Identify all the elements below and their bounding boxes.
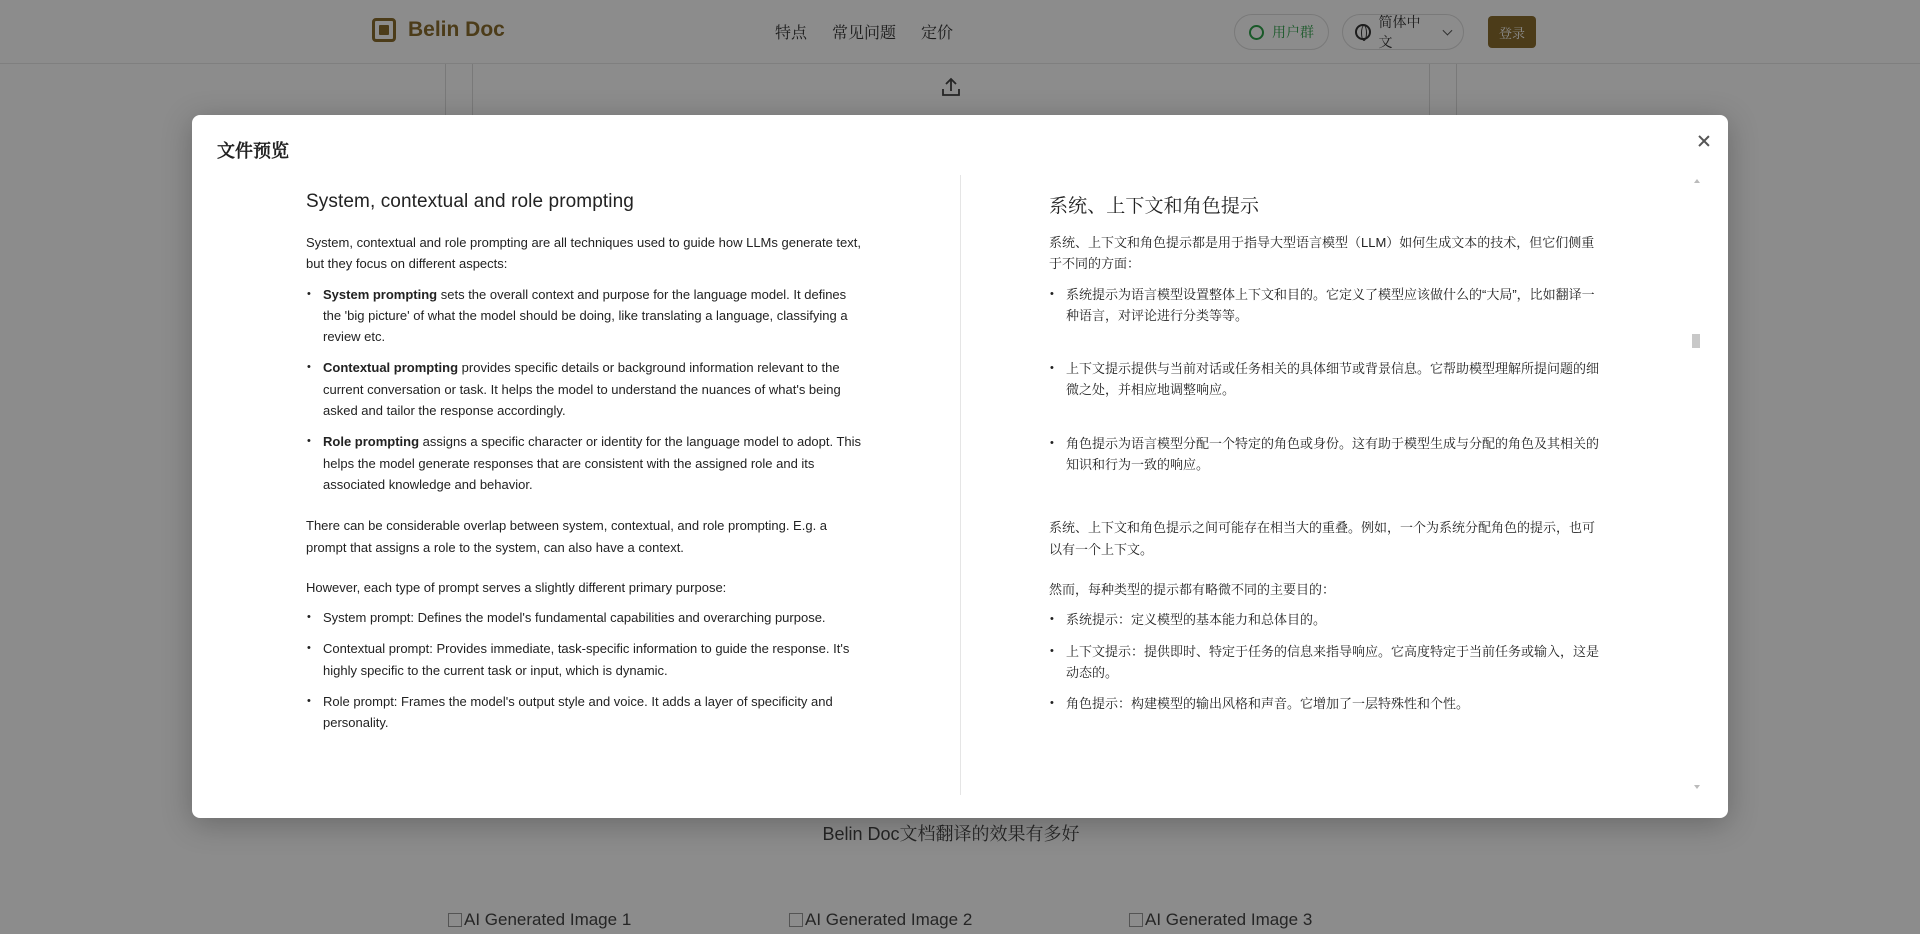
bullet-text: sets the overall context and purpose for the language model. It defines the 'big picture' of what the model should be doing, like translating a language, classifying a review etc. bbox=[323, 286, 848, 345]
list-item bbox=[306, 357, 866, 421]
list-item bbox=[306, 284, 866, 348]
image-alt-text: AI Generated Image 2 bbox=[805, 910, 973, 929]
original-document-pane bbox=[306, 191, 866, 744]
bullet-term: Contextual prompting bbox=[323, 360, 459, 376]
pane-divider bbox=[960, 175, 961, 795]
bullet-text: provides specific details or background information relevant to the current conversation or task. It helps the model to understand the nuances of what's being asked and tailor the response accordingly. bbox=[323, 360, 841, 419]
list-item: • Role prompt: Frames the model's output style and voice. It adds a layer of specificity and personality. bbox=[306, 691, 866, 734]
original-heading: System, contextual and role prompting bbox=[306, 191, 634, 212]
modal-title: 文件预览 bbox=[217, 141, 289, 161]
translated-purpose-list bbox=[1049, 609, 1599, 714]
bullet-text: assigns a specific character or identity for the language model to adopt. This helps the model generate responses that are consistent with the assigned role and its associated knowledge and behavior. bbox=[323, 434, 862, 492]
list-item: • 角色提示为语言模型分配一个特定的角色或身份。这有助于模型生成与分配的角色及其相关的知识和行为一致的响应。 bbox=[1049, 433, 1599, 476]
language-label: 简体中文 bbox=[1378, 14, 1421, 50]
nav-link-pricing[interactable]: 定价 bbox=[921, 25, 954, 42]
logo-text: Belin Doc bbox=[408, 18, 505, 41]
translated-purpose-intro: 然而，每种类型的提示都有略微不同的主要目的： bbox=[1049, 581, 1336, 597]
image-alt-text: AI Generated Image 1 bbox=[464, 910, 632, 929]
bullet-term: Role prompting bbox=[323, 434, 420, 450]
nav-link-features[interactable]: 特点 bbox=[775, 25, 808, 42]
original-purpose-intro: However, each type of prompt serves a slightly different primary purpose: bbox=[306, 579, 727, 595]
translated-heading: 系统、上下文和角色提示 bbox=[1049, 196, 1260, 217]
original-bullet-list bbox=[306, 284, 866, 496]
original-intro: System, contextual and role prompting are all techniques used to guide how LLMs generate text, but they focus on different aspects: bbox=[306, 235, 861, 272]
scroll-down-icon[interactable] bbox=[1694, 785, 1700, 789]
login-button[interactable]: 登录 bbox=[1488, 16, 1536, 48]
translated-bullet-list bbox=[1049, 284, 1599, 476]
list-item: • Contextual prompt: Provides immediate, task-specific information to guide the response. It's highly specific to the current task or input, which is dynamic. bbox=[306, 638, 866, 681]
bullet-term: System prompting bbox=[323, 286, 438, 302]
list-item: • System prompt: Defines the model's fundamental capabilities and overarching purpose. bbox=[306, 607, 866, 628]
file-preview-modal bbox=[192, 115, 1728, 818]
community-label: 用户群 bbox=[1272, 24, 1314, 40]
list-item: • 系统提示为语言模型设置整体上下文和目的。它定义了模型应该做什么的“大局”，比如翻译一种语言，对评论进行分类等等。 bbox=[1049, 284, 1599, 327]
translated-intro: 系统、上下文和角色提示都是用于指导大型语言模型（LLM）如何生成文本的技术，但它们侧重于不同的方面： bbox=[1049, 235, 1595, 272]
nav-link-faq[interactable]: 常见问题 bbox=[832, 25, 897, 42]
image-alt-text: AI Generated Image 3 bbox=[1145, 910, 1313, 929]
list-item: • 系统提示：定义模型的基本能力和总体目的。 bbox=[1049, 609, 1599, 630]
list-item bbox=[306, 431, 866, 495]
original-purpose-list bbox=[306, 607, 866, 733]
translated-document-pane bbox=[1049, 191, 1599, 724]
original-overlap: There can be considerable overlap between system, contextual, and role prompting. E.g. a prompt that assigns a role to the system, can also have a context. bbox=[306, 518, 828, 555]
list-item: • 角色提示：构建模型的输出风格和声音。它增加了一层特殊性和个性。 bbox=[1049, 693, 1599, 714]
list-item: • 上下文提示提供与当前对话或任务相关的具体细节或背景信息。它帮助模型理解所提问题的细微之处，并相应地调整响应。 bbox=[1049, 358, 1599, 401]
list-item: • 上下文提示：提供即时、特定于任务的信息来指导响应。它高度特定于当前任务或输入，这是动态的。 bbox=[1049, 641, 1599, 684]
scroll-thumb[interactable] bbox=[1692, 334, 1700, 348]
scroll-up-icon[interactable] bbox=[1694, 179, 1700, 183]
preview-scrollbar[interactable] bbox=[1692, 179, 1700, 791]
translated-overlap: 系统、上下文和角色提示之间可能存在相当大的重叠。例如，一个为系统分配角色的提示，也可以有一个上下文。 bbox=[1049, 520, 1596, 557]
section-headline: Belin Doc文档翻译的效果有多好 bbox=[822, 824, 1080, 844]
close-icon[interactable] bbox=[1694, 131, 1714, 151]
